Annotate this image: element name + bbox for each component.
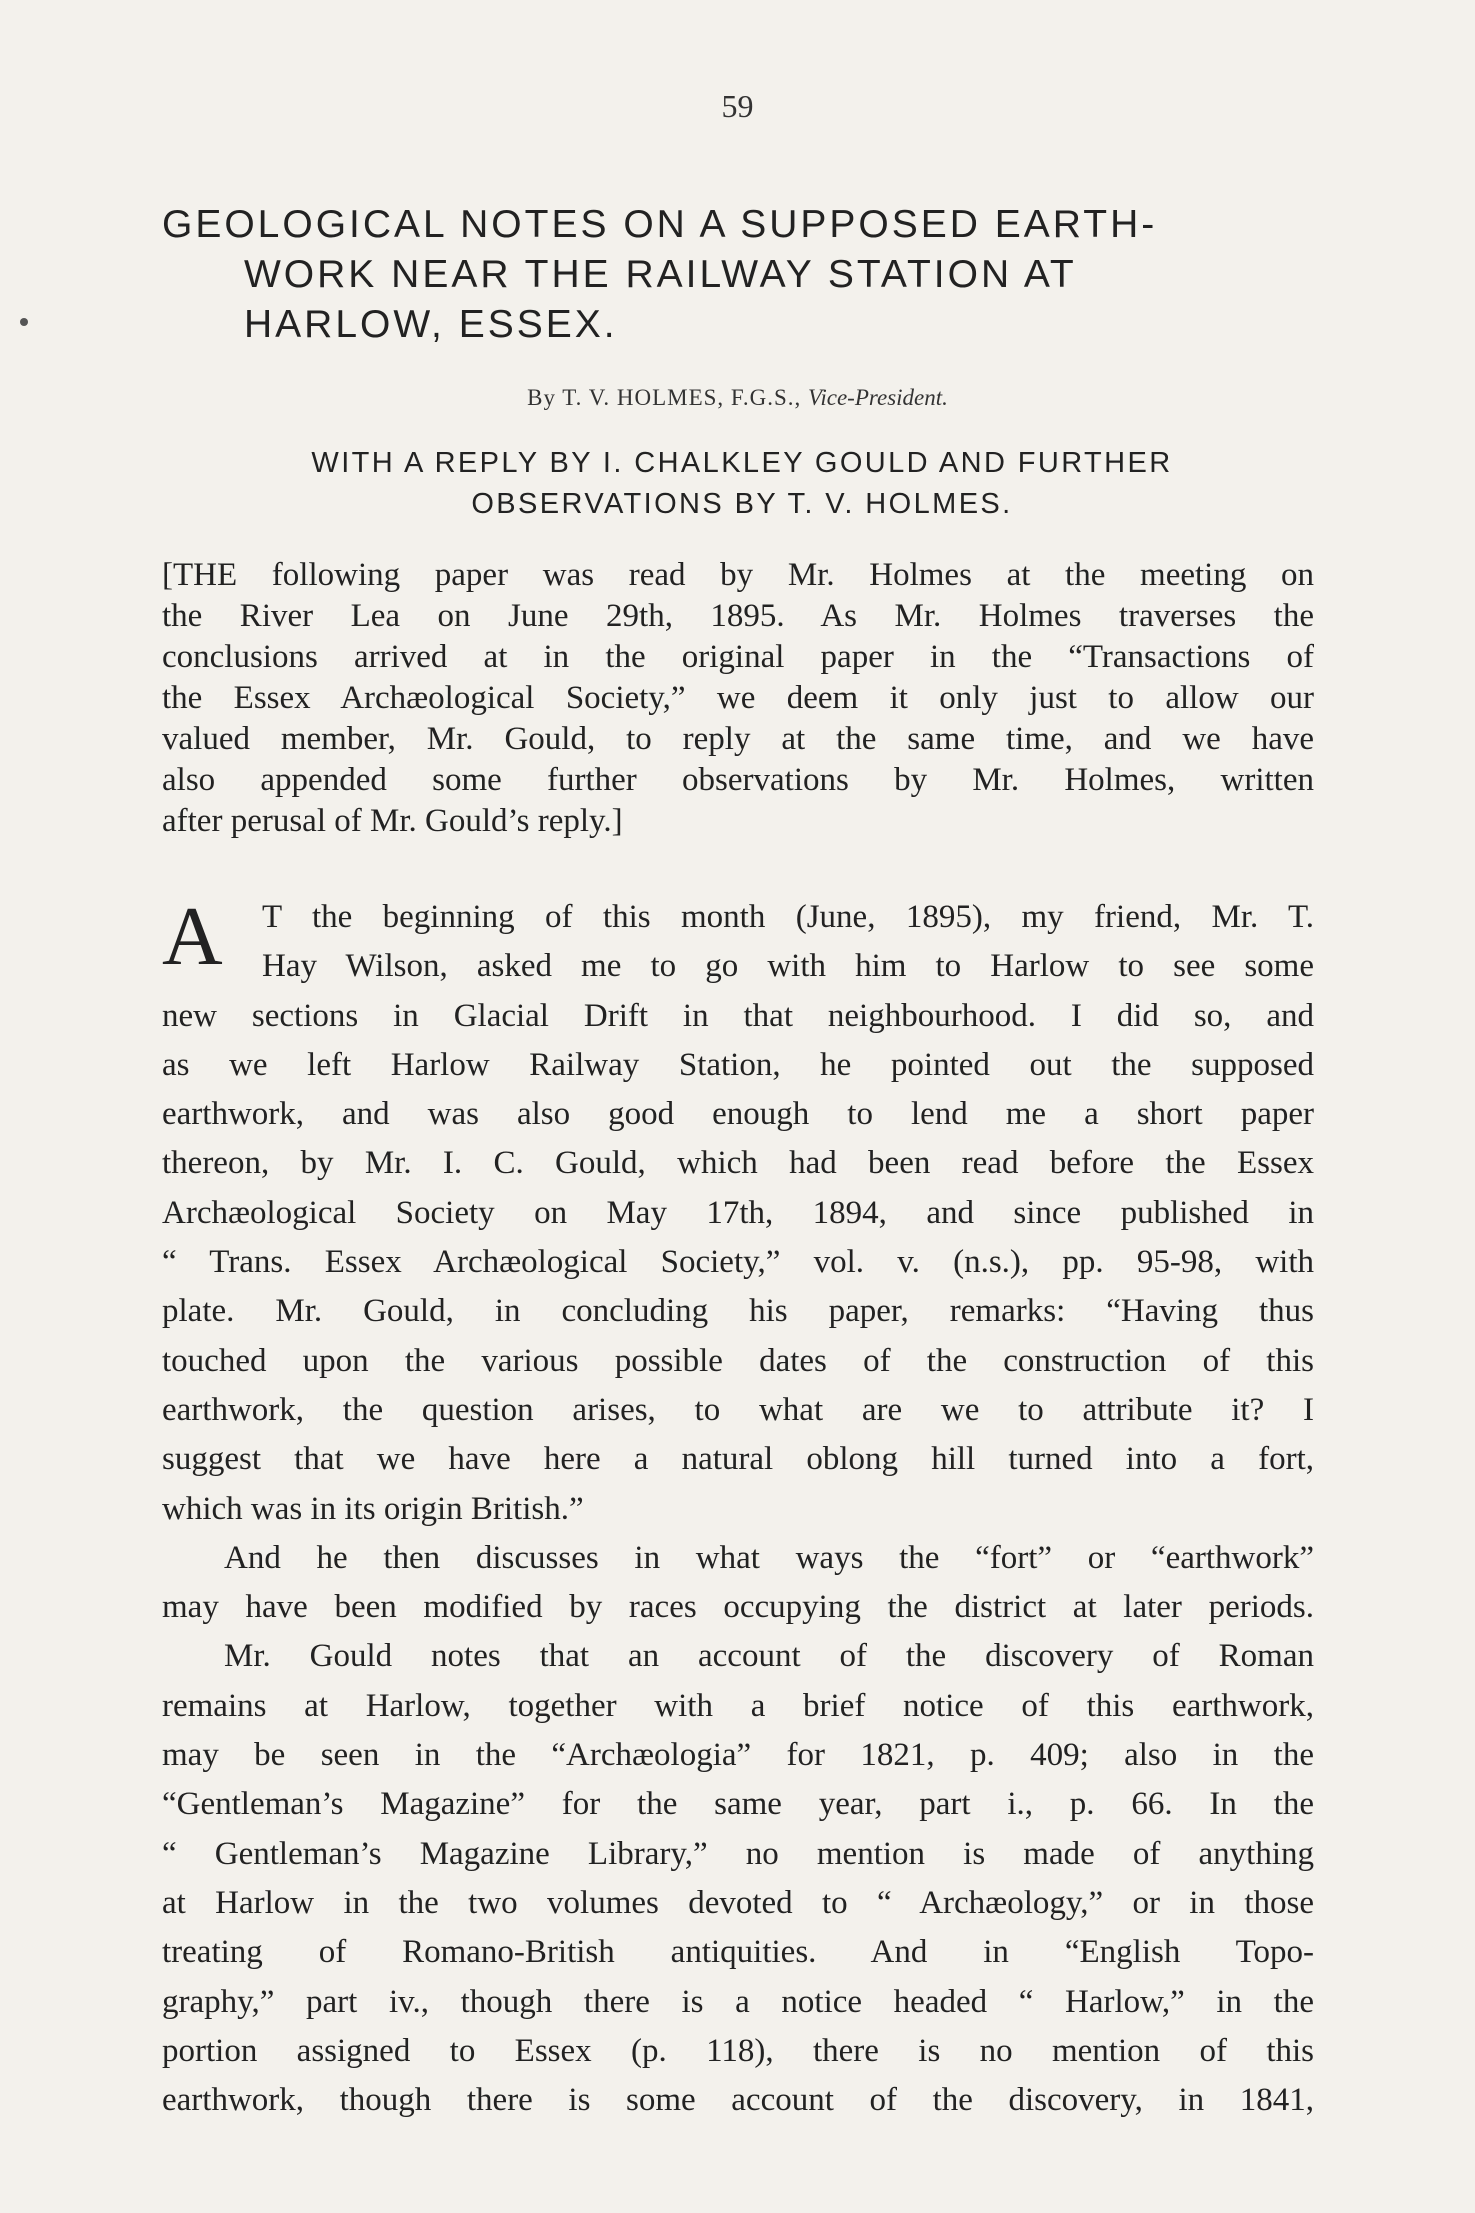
note-line: [THE following paper was read by Mr. Holmes at the meeting on [162, 557, 1314, 593]
paragraph-1-line: “ Trans. Essex Archæological Society,” vol. v. (n.s.), pp. 95-98, with [162, 1244, 1314, 1281]
paragraph-1-line: earthwork, and was also good enough to lend me a short paper [162, 1096, 1314, 1133]
paragraph-1-line: earthwork, the question arises, to what are we to attribute it? I [162, 1391, 1314, 1428]
note-line: valued member, Mr. Gould, to reply at the same time, and we have [162, 721, 1314, 757]
paragraph-1-line: new sections in Glacial Drift in that neighbourhood. I did so, and [162, 997, 1314, 1034]
paragraph-1-line: Hay Wilson, asked me to go with him to Harlow to see some [262, 948, 1314, 985]
byline-author: By T. V. HOLMES, F.G.S., [527, 385, 809, 410]
paragraph-3-line: remains at Harlow, together with a brief notice of this earthwork, [162, 1687, 1314, 1724]
paragraph-3-line: “Gentleman’s Magazine” for the same year, part i., p. 66. In the [162, 1786, 1314, 1823]
subtitle-line-1: WITH A REPLY BY I. CHALKLEY GOULD AND FURTHER [311, 447, 1173, 479]
paragraph-1-line: suggest that we have here a natural oblong hill turned into a fort, [162, 1441, 1314, 1478]
paragraph-3-line: graphy,” part iv., though there is a notice headed “ Harlow,” in the [162, 1983, 1314, 2020]
note-line: the Essex Archæological Society,” we deem it only just to allow our [162, 680, 1314, 716]
title-line-3: HARLOW, ESSEX. [244, 303, 618, 346]
article-subtitle [162, 443, 1322, 525]
paragraph-3-line: portion assigned to Essex (p. 118), there is no mention of this [162, 2032, 1314, 2069]
paragraph-2-line: And he then discusses in what ways the “fort” or “earthwork” [224, 1539, 1314, 1576]
note-line: after perusal of Mr. Gould’s reply.] [162, 803, 623, 839]
article-title [162, 200, 1322, 350]
paragraph-3-line: earthwork, though there is some account of the discovery, in 1841, [162, 2082, 1314, 2119]
paragraph-2-line: may have been modified by races occupying the district at later periods. [162, 1589, 1314, 1626]
note-line: also appended some further observations by Mr. Holmes, written [162, 762, 1314, 798]
note-line: conclusions arrived at in the original paper in the “Transactions of [162, 639, 1314, 675]
paragraph-3-line: Mr. Gould notes that an account of the discovery of Roman [224, 1638, 1314, 1675]
note-line: the River Lea on June 29th, 1895. As Mr. Holmes traverses the [162, 598, 1314, 634]
paragraph-1-line: as we left Harlow Railway Station, he pointed out the supposed [162, 1046, 1314, 1083]
editorial-note [162, 555, 1314, 842]
subtitle-line-2: OBSERVATIONS BY T. V. HOLMES. [471, 488, 1013, 520]
title-line-2: WORK NEAR THE RAILWAY STATION AT [244, 253, 1077, 296]
paragraph-3-line: may be seen in the “Archæologia” for 1821, p. 409; also in the [162, 1737, 1314, 1774]
author-byline [0, 385, 1475, 411]
drop-cap: A [162, 890, 223, 983]
title-line-1: GEOLOGICAL NOTES ON A SUPPOSED EARTH- [162, 203, 1158, 246]
page-number: 59 [721, 88, 754, 124]
paragraph-1-line: plate. Mr. Gould, in concluding his paper, remarks: “Having thus [162, 1293, 1314, 1330]
paragraph-1-line: Archæological Society on May 17th, 1894, and since published in [162, 1194, 1314, 1231]
paragraph-1-line: T the beginning of this month (June, 1895), my friend, Mr. T. [262, 899, 1314, 935]
margin-speck [20, 318, 28, 326]
byline-role: Vice-President. [808, 385, 948, 410]
paragraph-3-line: “ Gentleman’s Magazine Library,” no mention is made of anything [162, 1835, 1314, 1872]
paragraph-3-line: treating of Romano-British antiquities. And in “English Topo- [162, 1934, 1314, 1971]
paragraph-1-line: touched upon the various possible dates of the construction of this [162, 1342, 1314, 1379]
paragraph-1-line: thereon, by Mr. I. C. Gould, which had been read before the Essex [162, 1145, 1314, 1182]
paragraph-3-line: at Harlow in the two volumes devoted to “ Archæology,” or in those [162, 1884, 1314, 1921]
article-body [162, 890, 1314, 2125]
paragraph-1-line: which was in its origin British.” [162, 1490, 584, 1527]
